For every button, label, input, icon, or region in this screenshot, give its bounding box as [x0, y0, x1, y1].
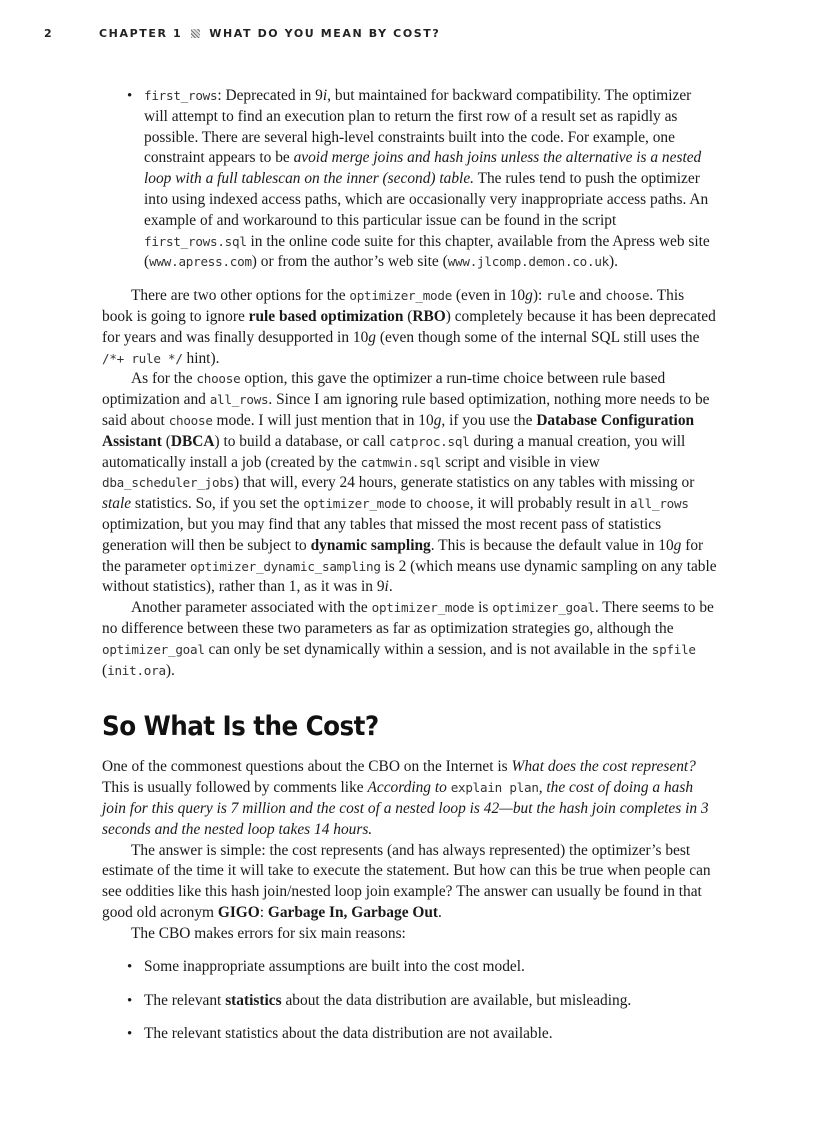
inline-code: explain plan	[450, 780, 539, 796]
inline-code: optimizer_mode	[303, 496, 407, 512]
text-run: As for the	[131, 370, 197, 388]
text-run: ) to build a database, or call	[214, 432, 389, 450]
list-item	[102, 991, 718, 1012]
text-run: about the data distribution are available, but misleading.	[281, 991, 632, 1009]
list-item-text	[144, 992, 631, 1009]
text-run: The answer is simple: the cost represents (and has always represented) the optimizer’s best estimate of the time it will take to execute the statement. But how can this be true when people can see oddities like this hash join/nested loop join example? The answer can usually be found in that good old acronym	[102, 841, 711, 921]
text-run: for the parameter	[102, 536, 704, 575]
option-list	[102, 86, 718, 273]
section-heading: So What Is the Cost?	[102, 711, 379, 743]
text-run: (	[161, 432, 171, 450]
text-run: is 2 (which means use dynamic sampling on any table without statistics), rather than 1, as it was in 9	[102, 557, 717, 596]
inline-code: choose	[168, 412, 213, 428]
text-run: (even in 10	[452, 287, 526, 305]
emphasis: g	[368, 328, 376, 346]
emphasis: What does the cost represent?	[511, 758, 696, 776]
bold-term: statistics	[225, 991, 282, 1009]
emphasis: i	[384, 578, 389, 596]
inline-code: choose	[196, 371, 241, 387]
bullet-icon: •	[127, 992, 133, 1009]
inline-code: optimizer_goal	[102, 641, 205, 657]
text-run: (even though some of the internal SQL still uses the	[375, 328, 700, 346]
bullet-icon: •	[127, 959, 133, 976]
text-run: (	[403, 307, 413, 325]
bullet-icon: •	[127, 1026, 133, 1043]
inline-code: rule	[546, 288, 576, 304]
text-run: :	[259, 903, 268, 921]
text-run: mode. I will just mention that in 10	[212, 411, 434, 429]
paragraph-choose-option	[102, 369, 718, 598]
chapter-heading	[99, 27, 440, 40]
chapter-label: CHAPTER 1	[99, 27, 183, 40]
inline-code: optimizer_mode	[371, 600, 475, 616]
inline-code: choose	[425, 496, 470, 512]
text-run: There are two other options for the	[131, 287, 350, 305]
text-run: , it will probably result in	[469, 495, 630, 513]
text-run: ).	[609, 253, 618, 271]
inline-code: first_rows	[144, 88, 218, 103]
text-run: .	[388, 578, 393, 596]
text-run: This is usually followed by comments like	[102, 779, 368, 797]
text-run: ) completely because it has been deprecated for years and was finally desupported in 10	[102, 307, 716, 346]
text-run: . There seems to be no difference between these two parameters as far as optimization strategies go, although the	[102, 599, 714, 637]
text-run: during a manual creation, you will automatically install a job (created by the	[102, 432, 686, 471]
bold-term: DBCA	[170, 432, 215, 450]
inline-code: spfile	[651, 641, 696, 657]
inline-code: dba_scheduler_jobs	[102, 475, 234, 491]
list-item	[102, 957, 718, 978]
text-run: The rules tend to push the optimizer into using indexed access paths, which are occasionally very inappropriate access paths. An example of and workaround to this particular issue can be found in the script	[144, 170, 709, 229]
text-run: can only be set dynamically within a session, and is not available in the	[204, 640, 652, 658]
paragraph-six-reasons	[102, 924, 718, 945]
text-run: ) or from the author’s web site (	[251, 253, 448, 271]
text-run: (	[102, 661, 108, 679]
text-run: Another parameter associated with the	[131, 599, 372, 617]
emphasis: g	[433, 411, 442, 429]
inline-code: catmwin.sql	[360, 454, 442, 470]
text-run: One of the commonest questions about the CBO on the Internet is	[102, 758, 512, 776]
inline-code: catproc.sql	[388, 433, 470, 449]
inline-code: all_rows	[630, 496, 689, 512]
text-run: ) that will, every 24 hours, generate statistics on any tables with missing or	[233, 474, 695, 492]
paragraph-cost-question	[102, 757, 718, 840]
text-run: ).	[165, 661, 175, 679]
text-run: . This book is going to ignore	[102, 287, 685, 325]
inline-code: optimizer_goal	[492, 600, 595, 616]
bold-term: Garbage In, Garbage Out	[267, 903, 439, 921]
inline-code: /*+ rule */	[102, 350, 183, 366]
bold-term: RBO	[412, 307, 446, 325]
bold-term: Database Configuration Assistant	[102, 411, 695, 450]
text-run: , if you use the	[441, 411, 537, 429]
text-run: .	[438, 903, 442, 921]
paragraph-cost-answer	[102, 841, 718, 924]
emphasis: , the cost of doing a hash join for this query is 7 million and the cost of a nested loop is 42—but the hash join completes in 3 seconds and the nested loop takes 14 hours.	[102, 779, 709, 838]
emphasis: stale	[102, 495, 132, 513]
text-run: option, this gave the optimizer a run-time choice between rule based optimization and	[102, 370, 666, 409]
emphasis: avoid merge joins and hash joins unless the alternative is a nested loop with a full tablescan on the inner (second) table.	[144, 149, 702, 188]
text-run: script and visible in view	[441, 453, 600, 471]
page-number: 2	[44, 27, 54, 40]
list-item-text	[144, 1025, 553, 1042]
reasons-list	[102, 957, 718, 1044]
text-run: hint).	[182, 349, 220, 367]
emphasis: g	[673, 536, 682, 554]
inline-code: www.jlcomp.demon.co.uk	[447, 254, 610, 270]
text-run: Some inappropriate assumptions are built into the cost model.	[144, 958, 525, 976]
list-item-first-rows	[102, 86, 718, 273]
separator-square-icon	[191, 29, 200, 38]
chapter-title: WHAT DO YOU MEAN BY COST?	[209, 27, 441, 40]
text-run: The relevant statistics about the data distribution are not available.	[144, 1025, 553, 1043]
inline-code: www.apress.com	[149, 254, 252, 270]
text-run: and	[575, 287, 606, 305]
text-run: . This is because the default value in 10	[430, 536, 674, 554]
inline-code: optimizer_mode	[349, 288, 453, 304]
running-head	[44, 27, 764, 47]
text-run: optimization, but you may find that any tables that missed the most recent pass of statistics generation will then be subject to	[102, 515, 662, 554]
emphasis: According to	[367, 779, 451, 797]
bold-term: dynamic sampling	[310, 536, 431, 554]
bold-term: rule based optimization	[248, 307, 404, 325]
bullet-icon: •	[127, 88, 133, 104]
text-run: is	[474, 599, 493, 617]
inline-code: choose	[605, 288, 650, 304]
emphasis: i	[322, 87, 328, 104]
list-item-text	[144, 87, 710, 270]
text-run: ):	[532, 287, 547, 305]
bold-term: GIGO	[217, 903, 260, 921]
paragraph-optimizer-goal	[102, 598, 718, 681]
text-run: The relevant	[144, 991, 226, 1009]
inline-code: init.ora	[107, 662, 166, 678]
emphasis: g	[525, 287, 533, 305]
text-run: : Deprecated in 9	[217, 87, 323, 104]
text-run: statistics. So, if you set the	[131, 495, 304, 513]
inline-code: first_rows.sql	[144, 233, 247, 249]
paragraph-optimizer-options	[102, 286, 718, 369]
text-run: The CBO makes errors for six main reasons:	[131, 924, 406, 942]
text-run: in the online code suite for this chapter, available from the Apress web site (	[144, 232, 710, 271]
list-item	[102, 1024, 718, 1045]
text-run: , but maintained for backward compatibility. The optimizer will attempt to find an execution plan to return the first row of a result set as rapidly as possible. There are several high-level constraints built into the code. For example, one constraint appears to be	[144, 87, 692, 167]
page-body	[102, 86, 718, 1057]
inline-code: all_rows	[209, 392, 269, 408]
text-run: . Since I am ignoring rule based optimization, nothing more needs to be said about	[102, 391, 710, 429]
inline-code: optimizer_dynamic_sampling	[190, 558, 381, 574]
text-run: to	[406, 495, 426, 513]
list-item-text	[144, 958, 525, 975]
